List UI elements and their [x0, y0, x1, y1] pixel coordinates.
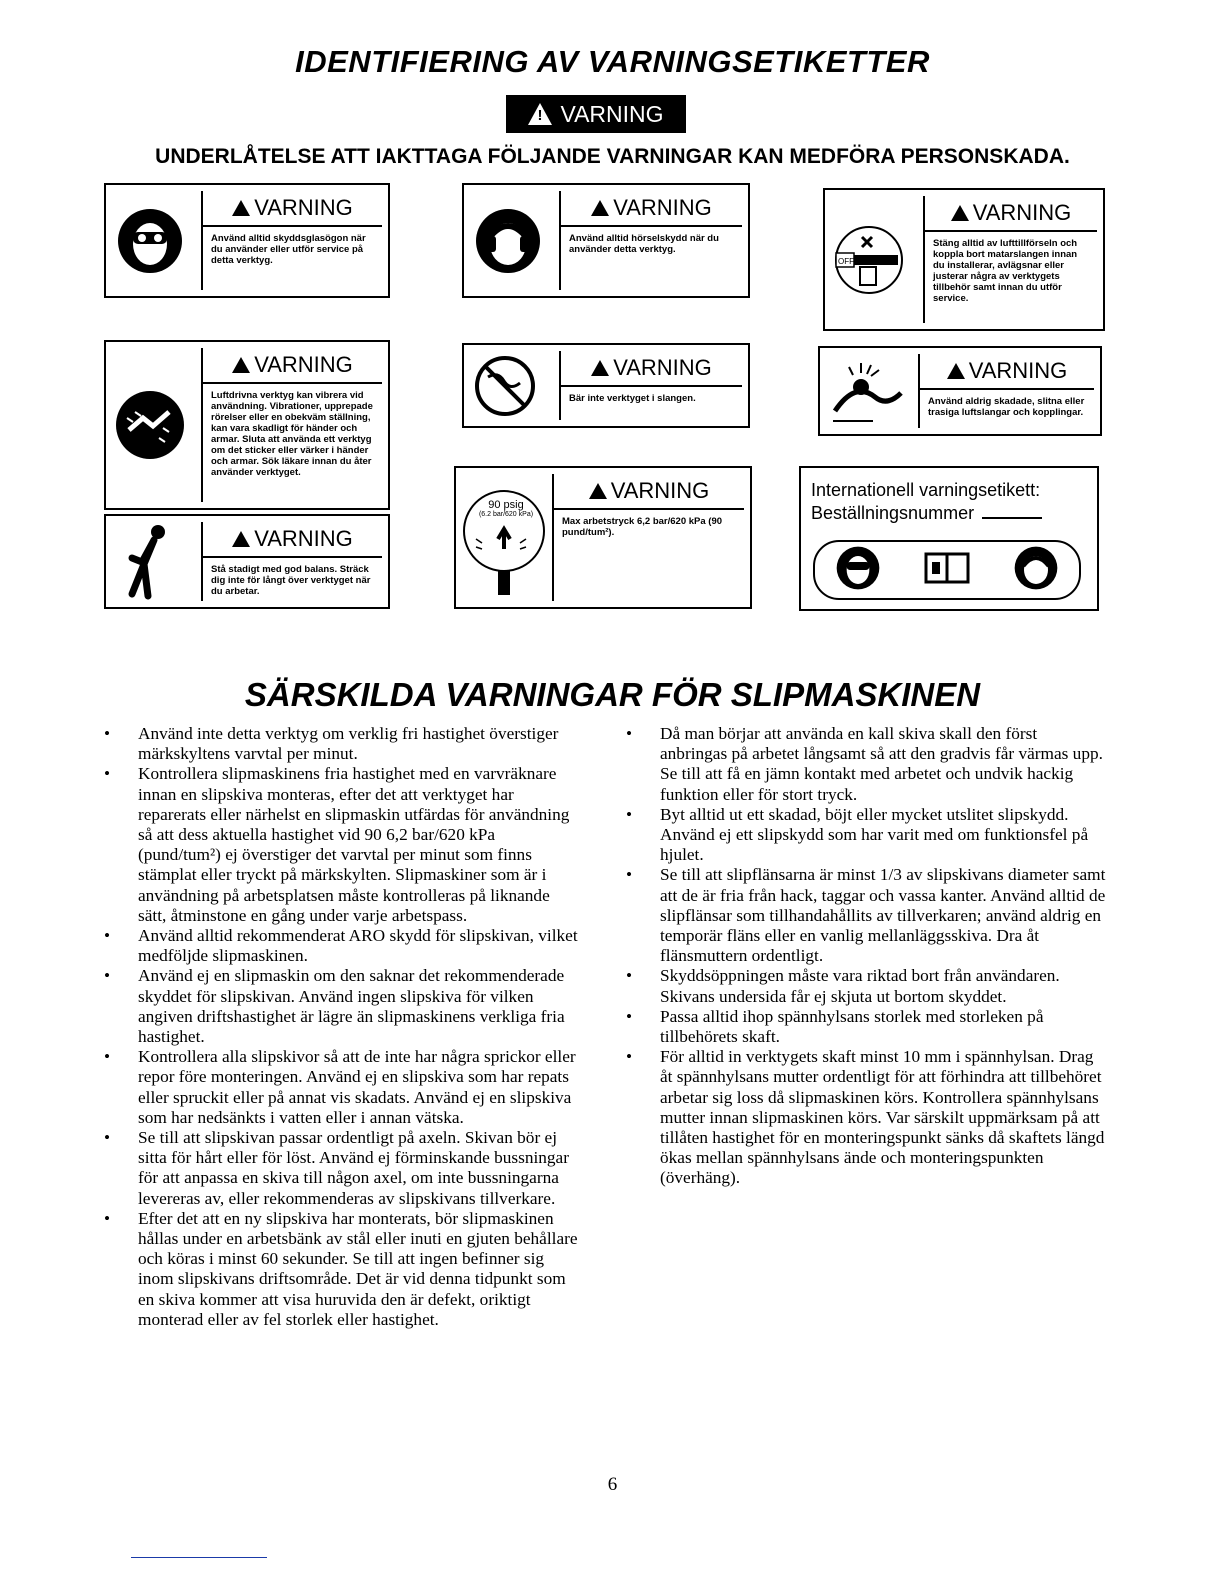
page-number: 6 [607, 1474, 618, 1495]
label-text: Stå stadigt med god balans. Sträck dig inte för långt över verktyget när du arbetar. [211, 564, 371, 597]
section-title: SÄRSKILDA VARNINGAR FÖR SLIPMASKINEN [244, 676, 981, 713]
page-title: IDENTIFIERING AV VARNINGSETIKETTER [295, 44, 930, 79]
list-item: • Då man börjar att använda en kall skiva skall den först anbringas på arbetet långsamt så att den gradvis får värmas upp. Se till att få en jämn kontakt med arbetet och undvik hackig funktion eller för stort tryck. [626, 724, 1106, 805]
warning-triangle-icon [591, 200, 609, 216]
ear-protection-icon [472, 205, 544, 277]
warning-label-air-off: OFF VARNING Stäng alltid av lufttillförseln och koppla bort matarslangen innan du installerar, avlägsnar eller justerar några av verktygets tillbehör samt innan du utför service. [823, 188, 1105, 331]
warning-label-vibration: VARNING Luftdrivna verktyg kan vibrera vid användning. Vibrationer, upprepade rörelser eller en obekväm ställning, kan vara skadligt för händer och armar. Sluta att använda ett verktyg om det sticker eller värker i händer och armar. Sök läkare innan du åter använder verktyget. [104, 340, 390, 510]
warning-badge [506, 95, 686, 133]
list-item: • Använd ej en slipmaskin om den saknar det rekommenderade skyddet för slipskivan. Använd ingen slipskiva för vilken angiven driftshastighet är lägre än slipmaskinens verkliga fria hastighet. [104, 966, 582, 1047]
intl-label-title: Internationell varningsetikett: [811, 480, 1041, 500]
svg-text:OFF: OFF [838, 256, 854, 266]
warning-triangle-icon [232, 531, 250, 547]
manual-icon [922, 548, 972, 593]
ear-protection-icon [1014, 546, 1058, 595]
list-item: • Kontrollera alla slipskivor så att de inte har några sprickor eller repor före monteringen. Använd ej en slipskiva som har repats eller spruckit eller på annat vis skadats. Använd ej en slipskiva som har nedsänkts i vatten eller i annan vätska. [104, 1047, 582, 1128]
warning-triangle-icon [951, 205, 969, 221]
right-bullet-list [626, 724, 1106, 1189]
list-item: • Kontrollera slipmaskinens fria hastighet med en varvräknare innan en slipskiva monteras, efter det att verktyget har reparerats eller närhelst en slipmaskin utfärdas för användning så att dess aktuella hastighet vid 90 6,2 bar/620 kPa (pund/tum²) ej överstiger det varvtal per minut som finns stämplat eller tryckt på märkskylten. Slipmaskiner som är i användning på arbetsplatsen måste kontrolleras på liknande sätt, åtminstone en gång under varje arbetspass. [104, 764, 582, 926]
warning-triangle-icon [591, 360, 609, 376]
warning-label-ear-protection: VARNING Använd alltid hörselskydd när du använder detta verktyg. [462, 183, 750, 298]
goggles-icon [836, 546, 880, 595]
warning-label-pressure: 90 psig (6.2 bar/620 kPa) VARNING Max arbetstryck 6,2 bar/620 kPa (90 pund/tum²). [454, 466, 752, 609]
warning-triangle-icon [232, 200, 250, 216]
list-item: • För alltid in verktygets skaft minst 10 mm i spännhylsan. Drag åt spännhylsans mutter ordentligt för att förhindra att tillbehöret arbetar sig loss då slipmaskinen körs. Kontrollera spännhylsans mutter innan slipmaskinen körs. Var särskilt uppmärksam på att tillåten hastighet för en monteringspunkt sänks då skaftets längd ökas mellan spännhylsans ände och monteringspunkten (överhäng). [626, 1047, 1106, 1188]
pressure-gauge-icon [458, 473, 550, 603]
warning-label-balance: VARNING Stå stadigt med god balans. Sträck dig inte för långt över verktyget när du arbetar. [104, 514, 390, 609]
intl-icon-strip [813, 540, 1081, 600]
warning-triangle-icon [528, 103, 552, 125]
hose-burst-icon [828, 355, 906, 427]
no-carry-by-hose-icon [472, 353, 538, 419]
list-item: • Se till att slipskivan passar ordentligt på axeln. Skivan bör ej sitta för hårt eller för löst. Använd ej förminskande bussningar för att anpassa en skiva till någon axel, om inte bussningarna levereras av, eller rekommenderas av slipskivans tillverkare. [104, 1128, 582, 1209]
international-label [799, 466, 1099, 611]
label-text: Använd aldrig skadade, slitna eller trasiga luftslangar och kopplingar. [928, 396, 1085, 418]
warning-label-hose-burst: VARNING Använd aldrig skadade, slitna eller trasiga luftslangar och kopplingar. [818, 346, 1102, 436]
gauge-psig-label: 90 psig [488, 498, 524, 511]
list-item: • Se till att slipflänsarna är minst 1/3 av slipskivans diameter samt att de är fria från hack, taggar och vassa kanter. Använd alltid de slipflänsar som tillhandahållits av tillverkaren; använd aldrig en temporär fläns eller en vanlig mellanläggsskiva. Dra åt flänsmuttern ordentligt. [626, 865, 1106, 966]
list-item: • Använd inte detta verktyg om verklig fri hastighet överstiger märkskyltens varvtal per minut. [104, 724, 582, 764]
warning-badge-label: VARNING [560, 100, 664, 127]
label-text: Använd alltid skyddsglasögon när du använder eller utför service på detta verktyg. [211, 233, 366, 266]
label-text: Använd alltid hörselskydd när du använder detta verktyg. [569, 233, 719, 255]
gauge-bar-label: (6.2 bar/620 kPa) [478, 510, 534, 518]
list-item: • Använd alltid rekommenderat ARO skydd för slipskivan, vilket medföljde slipmaskinen. [104, 926, 582, 966]
list-item: • Skyddsöppningen måste vara riktad bort från användaren. Skivans undersida får ej skjuta ut bortom skyddet. [626, 966, 1106, 1006]
label-text: Stäng alltid av lufttillförseln och koppla bort matarslangen innan du installerar, avlägsnar eller justerar några av verktygets tillbehör samt innan du utför service. [933, 238, 1078, 304]
label-text: Max arbetstryck 6,2 bar/620 kPa (90 pund/tum²). [562, 516, 723, 538]
vibration-icon [114, 389, 186, 461]
air-off-icon [833, 224, 905, 296]
list-item: • Byt alltid ut ett skadad, böjt eller mycket utslitet slipskydd. Använd ej ett slipskydd som har varit med om funktionsfel på hjulet. [626, 805, 1106, 866]
order-number-line: Beställningsnummer [801, 501, 1097, 524]
label-text: Bär inte verktyget i slangen. [569, 393, 696, 404]
page-subtitle: UNDERLÅTELSE ATT IAKTTAGA FÖLJANDE VARNINGAR KAN MEDFÖRA PERSONSKADA. [155, 145, 1070, 168]
warning-triangle-icon [232, 357, 250, 373]
label-head: VARNING [203, 191, 382, 227]
left-bullet-list [104, 724, 582, 1330]
balance-icon [114, 526, 186, 598]
warning-label-no-carry-hose: VARNING Bär inte verktyget i slangen. [462, 343, 750, 428]
goggles-icon [114, 205, 186, 277]
footer-rule [131, 1557, 267, 1558]
warning-triangle-icon [947, 363, 965, 379]
warning-label-goggles [104, 183, 390, 298]
list-item: • Passa alltid ihop spännhylsans storlek med storleken på tillbehörets skaft. [626, 1007, 1106, 1047]
label-text: Luftdrivna verktyg kan vibrera vid användning. Vibrationer, upprepade rörelser eller en obekväm ställning, kan vara skadligt för händer och armar. Sluta att använda ett verktyg om det sticker eller värker i händer och armar. Sök läkare innan du åter använder verktyget. [211, 390, 373, 478]
warning-triangle-icon [589, 483, 607, 499]
list-item: • Efter det att en ny slipskiva har monterats, bör slipmaskinen hållas under en arbetsbänk av stål eller inuti en gjuten behållare och köras i minst 60 sekunder. Se till att ingen befinner sig inom slipskivans driftsområde. Det är vid denna tidpunkt som en skiva kommer att visa huruvida den är defekt, oriktigt monterad eller av fel storlek eller hastighet. [104, 1209, 582, 1330]
